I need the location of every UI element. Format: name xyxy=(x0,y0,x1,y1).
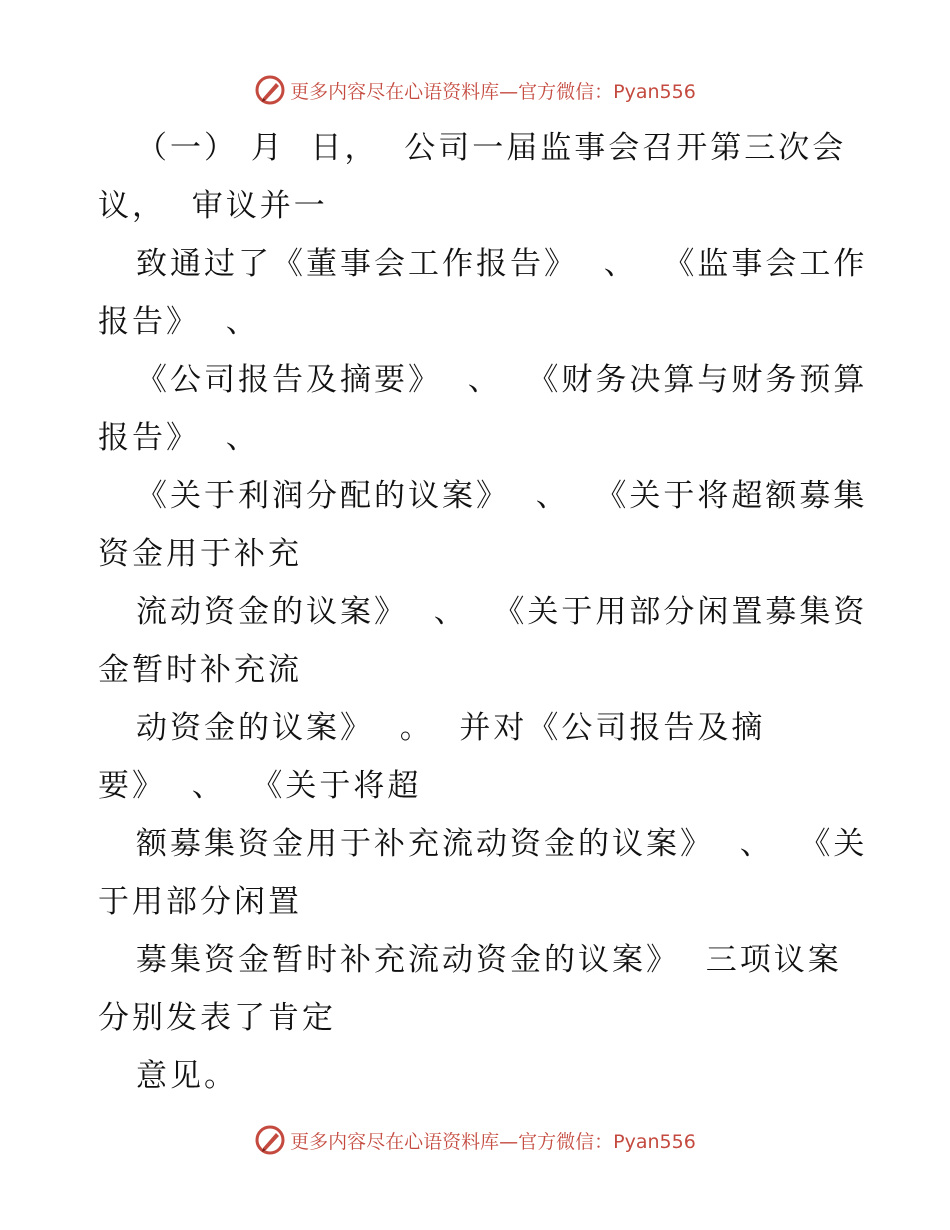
body-line: 资金用于补充 xyxy=(98,536,302,572)
body-line: 致通过了《董事会工作报告》 、 《监事会工作 xyxy=(136,246,868,282)
body-line: 流动资金的议案》 、 《关于用部分闲置募集资 xyxy=(136,594,868,630)
body-line: 《公司报告及摘要》 、 《财务决算与财务预算 xyxy=(136,362,868,398)
body-line: 额募集资金用于补充流动资金的议案》 、 《关 xyxy=(136,826,868,862)
body-line: 募集资金暂时补充流动资金的议案》 三项议案 xyxy=(136,942,842,978)
body-line: 动资金的议案》 。 并对《公司报告及摘 xyxy=(136,710,766,746)
pen-logo-icon xyxy=(254,74,286,106)
body-line: 于用部分闲置 xyxy=(98,884,302,920)
footer-banner xyxy=(0,1120,950,1160)
body-line: 《关于利润分配的议案》 、 《关于将超额募集 xyxy=(136,478,868,514)
header-banner xyxy=(0,70,950,110)
body-line: 分别发表了肯定 xyxy=(98,1000,336,1036)
body-line: 要》 、 《关于将超 xyxy=(98,768,422,804)
pen-logo-icon xyxy=(254,1124,286,1156)
body-line: 意见。 xyxy=(136,1058,238,1094)
body-line: 金暂时补充流 xyxy=(98,652,302,688)
header-banner-text: 更多内容尽在心语资料库—官方微信：Pyan556 xyxy=(290,80,696,103)
body-line: 报告》 、 xyxy=(98,304,260,340)
body-line: 报告》 、 xyxy=(98,420,260,456)
body-line: （一） 月 日， 公司一届监事会召开第三次会 xyxy=(136,130,847,166)
footer-banner-text: 更多内容尽在心语资料库—官方微信：Pyan556 xyxy=(290,1130,696,1153)
body-line: 议， 审议并一 xyxy=(98,188,328,224)
